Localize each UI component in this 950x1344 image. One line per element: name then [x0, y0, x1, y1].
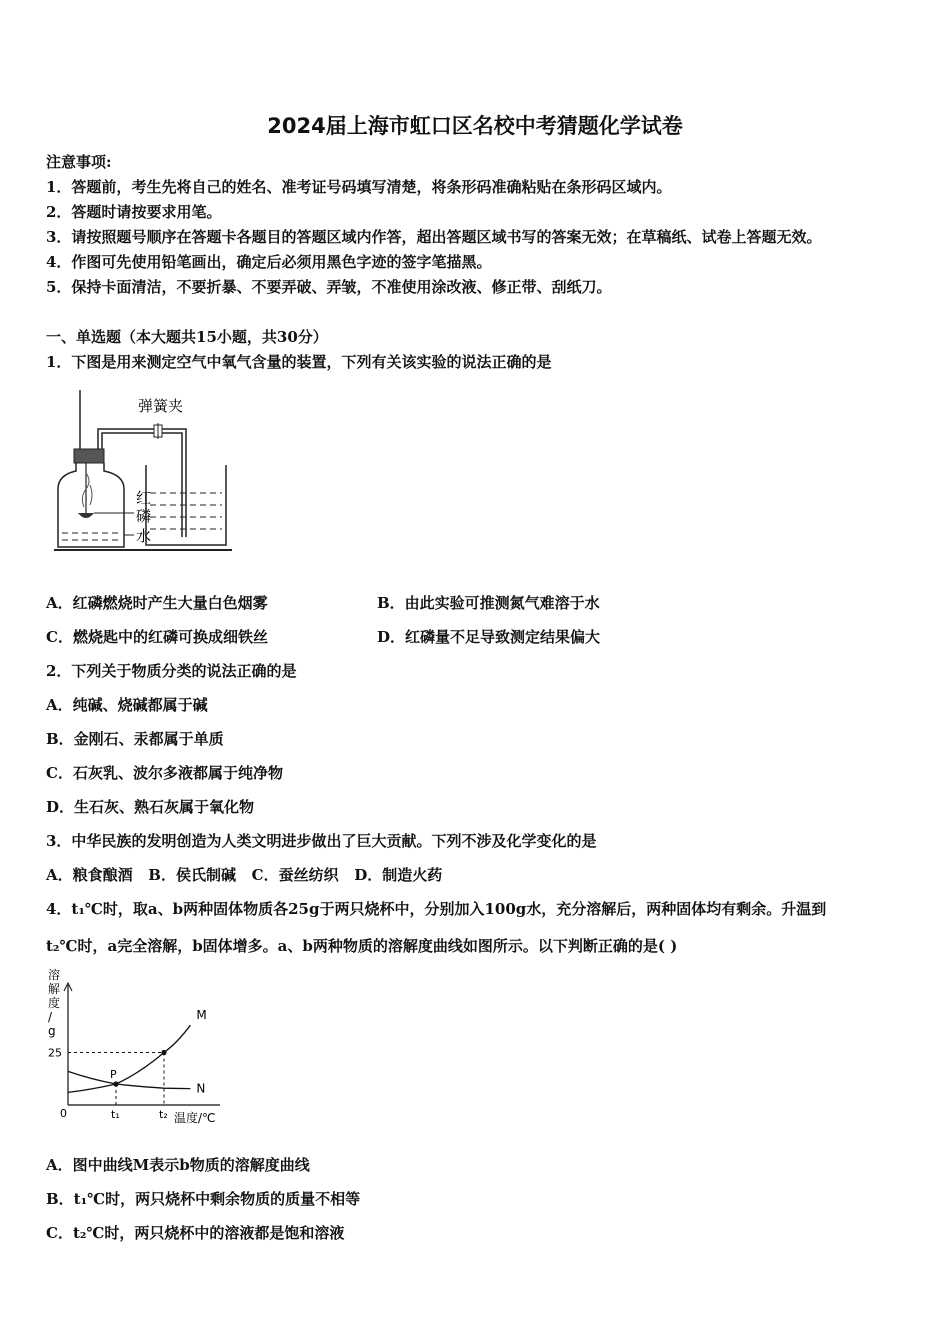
q4-solubility-chart — [40, 965, 240, 1125]
q2-option-b[interactable]: B．金刚石、汞都属于单质 — [46, 730, 224, 748]
spoon — [78, 513, 94, 518]
q4-stem-line2: t₂℃时，a完全溶解，b固体增多。a、b两种物质的溶解度曲线如图所示。以下判断正确的是( ) — [46, 937, 678, 955]
q1-apparatus-figure — [46, 385, 246, 557]
label-red-1: 红 — [136, 489, 152, 507]
y-tick-25: 25 — [48, 1046, 62, 1060]
series-m-line — [68, 1025, 190, 1092]
clamp-label: 弹簧夹 — [138, 397, 184, 415]
q2-option-c[interactable]: C．石灰乳、波尔多液都属于纯净物 — [46, 764, 283, 782]
series-n-line — [68, 1071, 190, 1088]
x-axis-label: 温度/℃ — [174, 1111, 216, 1125]
q1-option-c[interactable]: C．燃烧匙中的红磷可换成细铁丝 — [46, 628, 268, 646]
jar — [58, 463, 124, 547]
q1-option-a[interactable]: A．红磷燃烧时产生大量白色烟雾 — [46, 594, 268, 612]
series-m-label: M — [196, 1008, 207, 1023]
q4-option-c[interactable]: C．t₂℃时，两只烧杯中的溶液都是饱和溶液 — [46, 1224, 345, 1242]
q4-option-a[interactable]: A．图中曲线M表示b物质的溶解度曲线 — [46, 1156, 310, 1174]
q2-option-a[interactable]: A．纯碱、烧碱都属于碱 — [46, 696, 208, 714]
smoke — [90, 485, 92, 505]
q2-stem: 2．下列关于物质分类的说法正确的是 — [46, 662, 297, 680]
stopper — [74, 449, 104, 463]
notice-item-2: 2．答题时请按要求用笔。 — [46, 203, 222, 221]
point-p-label: P — [110, 1068, 117, 1081]
series-n-label: N — [196, 1081, 206, 1096]
notice-item-5: 5．保持卡面清洁，不要折暴、不要弄破、弄皱，不准使用涂改液、修正带、刮纸刀。 — [46, 278, 612, 296]
label-red-2: 磷 — [136, 507, 152, 525]
notice-heading: 注意事项: — [46, 153, 112, 171]
origin-label: 0 — [60, 1107, 67, 1120]
page-title: 2024届上海市虹口区名校中考猜题化学试卷 — [267, 114, 683, 138]
x-tick-2: t₂ — [159, 1108, 168, 1121]
q1-option-b[interactable]: B．由此实验可推测氮气难溶于水 — [377, 594, 600, 612]
x-tick-1: t₁ — [111, 1108, 120, 1121]
q4-option-b[interactable]: B．t₁℃时，两只烧杯中剩余物质的质量不相等 — [46, 1190, 361, 1208]
label-water: 水 — [136, 527, 152, 545]
q4-stem-line1: 4．t₁℃时，取a、b两种固体物质各25g于两只烧杯中，分别加入100g水，充分溶解后，两种固体均有剩余。升温到 — [46, 900, 827, 918]
notice-item-4: 4．作图可先使用铅笔画出，确定后必须用黑色字迹的签字笔描黑。 — [46, 253, 492, 271]
notice-item-1: 1．答题前，考生先将自己的姓名、准考证号码填写清楚，将条形码准确粘贴在条形码区域内。 — [46, 178, 672, 196]
q1-stem: 1．下图是用来测定空气中氧气含量的装置，下列有关该实验的说法正确的是 — [46, 353, 552, 371]
section-heading: 一、单选题（本大题共15小题，共30分） — [46, 328, 328, 346]
y-axis-label: 溶解度/ g — [48, 968, 61, 1038]
notice-item-3: 3．请按照题号顺序在答题卡各题目的答题区域内作答，超出答题区域书写的答案无效；在草稿纸、试卷上答题无效。 — [46, 228, 822, 246]
q1-option-d[interactable]: D．红磷量不足导致测定结果偏大 — [377, 628, 601, 646]
q2-option-d[interactable]: D．生石灰、熟石灰属于氧化物 — [46, 798, 255, 816]
q3-stem: 3．中华民族的发明创造为人类文明进步做出了巨大贡献。下列不涉及化学变化的是 — [46, 832, 597, 850]
q3-options[interactable]: A．粮食酿酒 B．侯氏制碱 C．蚕丝纺织 D．制造火药 — [46, 866, 443, 884]
